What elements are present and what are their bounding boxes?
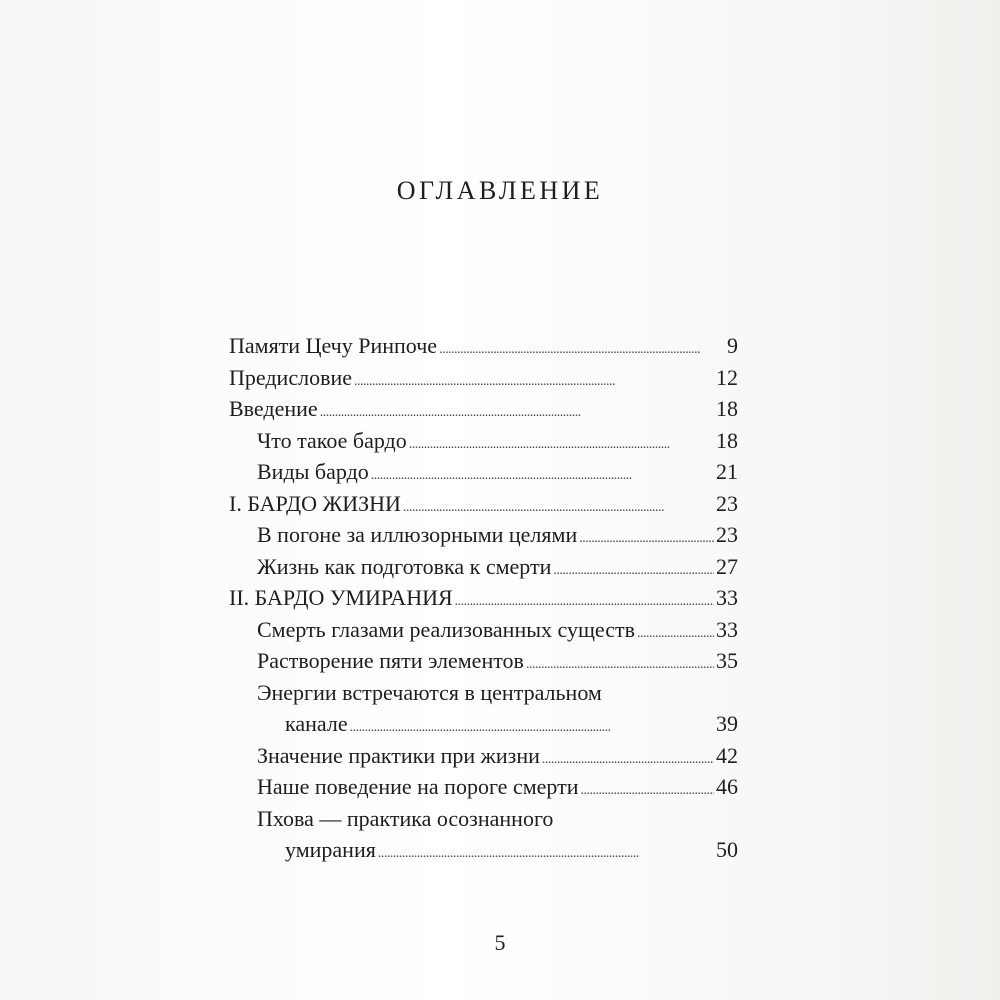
toc-entry-page: 46 (716, 774, 738, 799)
toc-entry-page: 33 (716, 585, 738, 610)
toc-leader-dots (439, 330, 725, 366)
toc-leader-dots (455, 582, 714, 618)
toc-entry-page: 12 (716, 364, 738, 390)
toc-leader-dots (637, 614, 714, 650)
toc-entry-page: 23 (716, 522, 738, 547)
toc-entry (229, 362, 738, 394)
toc-leader-dots (409, 425, 714, 461)
toc-entry-page: 18 (716, 427, 738, 453)
toc-entry-label: Что такое бардо (257, 427, 407, 453)
toc-entry (229, 456, 738, 488)
toc-entry (229, 614, 738, 646)
toc-entry (229, 330, 738, 362)
toc-entry-page: 39 (716, 711, 738, 736)
toc-leader-dots (542, 740, 714, 776)
toc-entry (229, 834, 738, 866)
toc-entry (229, 708, 738, 740)
toc-entry (229, 582, 738, 614)
toc-leader-dots (553, 551, 714, 587)
toc-entry-first-line (229, 803, 738, 835)
toc-entry (229, 519, 738, 551)
toc-entry-label: Виды бардо (257, 459, 369, 484)
toc-entry-label: Энергии встречаются в центральном (257, 679, 602, 705)
toc-entry (229, 551, 738, 583)
page-number: 5 (494, 930, 506, 955)
toc-entry-label: Введение (229, 396, 318, 421)
toc-entry-page: 33 (716, 616, 738, 642)
toc-entry-label: Значение практики при жизни (257, 742, 540, 768)
toc-entry (229, 740, 738, 772)
toc-entry (229, 393, 738, 425)
toc-leader-dots (320, 393, 714, 429)
toc-entry-page: 35 (716, 648, 738, 673)
toc-leader-dots (581, 771, 715, 807)
toc-entry-label: II. БАРДО УМИРАНИЯ (229, 585, 453, 610)
toc-entry-label: I. БАРДО ЖИЗНИ (229, 490, 401, 516)
toc-entry-label: Жизнь как подготовка к смерти (257, 553, 552, 579)
toc-entry (229, 425, 738, 457)
toc-entry (229, 771, 738, 803)
toc-leader-dots (403, 488, 714, 524)
toc-entry (229, 645, 738, 677)
toc-entry-label: Пхова — практика осознанного (257, 805, 554, 831)
toc-entry-label: В погоне за иллюзорными целями (257, 522, 578, 547)
toc-leader-dots (579, 519, 714, 555)
toc-entry-page: 27 (716, 553, 738, 579)
toc-entry-label: Смерть глазами реализованных существ (257, 616, 636, 642)
toc-entry-label-continued: канале (285, 711, 348, 736)
toc-entry-label: Наше поведение на пороге смерти (257, 774, 579, 799)
toc-entry-page: 21 (716, 459, 738, 484)
toc-leader-dots (371, 456, 714, 492)
page-title: ОГЛАВЛЕНИЕ (396, 176, 604, 205)
toc-entry-page: 9 (727, 333, 738, 358)
toc-entry-first-line (229, 677, 738, 709)
toc-entry-label: Предисловие (229, 364, 352, 390)
toc-entry-page: 23 (716, 490, 738, 516)
toc-entry-page: 18 (716, 396, 738, 421)
toc-entry-page: 50 (716, 837, 738, 862)
toc-leader-dots (350, 708, 714, 744)
toc-entry-label: Памяти Цечу Ринпоче (229, 333, 438, 358)
toc-entry-label-continued: умирания (285, 837, 376, 862)
table-of-contents (229, 330, 738, 866)
toc-entry-label: Растворение пяти элементов (257, 648, 524, 673)
toc-entry-page: 42 (716, 742, 738, 768)
toc-leader-dots (378, 834, 714, 870)
toc-leader-dots (354, 362, 714, 398)
toc-leader-dots (526, 645, 714, 681)
toc-entry (229, 488, 738, 520)
